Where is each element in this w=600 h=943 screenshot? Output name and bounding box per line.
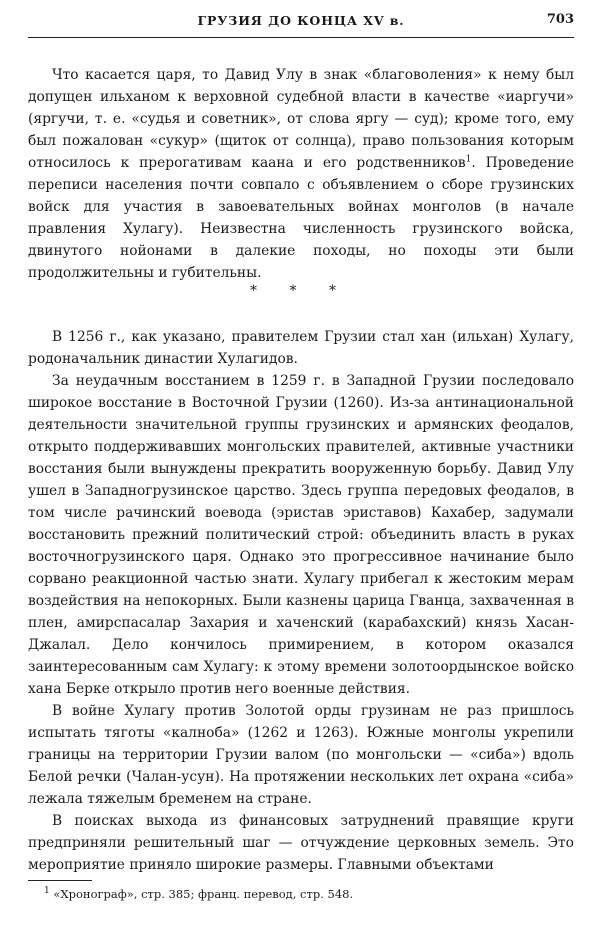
paragraph-uprising-1259: За неудачным восстанием в 1259 г. в Западной Грузии последовало широкое восстание в Восточной Грузии (1260). Из-за антинациональной деятельности значительной группы грузинских и армянских феодалов, открыто поддерживавших монгольских правителей, активные участники восстания были вынуждены прекратить вооруженную борьбу. Давид Улу ушел в Западногрузинское царство. Здесь группа передовых феодалов, в том числе рачинский воевода (эристав эриставов) Кахабер, задумали восстановить прежний политический строй: объединить власть в руках восточногрузинского царя. Однако это прогрессивное начинание было сорвано реакционной частью знати. Хулагу прибегал к жестоким мерам воздействия на непокорных. Были казнены царица Гванца, захваченная в плен, амирспасалар Захария и хаченский (карабахский) князь Хасан-Джалал. Дело кончилось примирением, в котором оказался заинтересованным сам Хулагу: к этому времени золотоордынское войско хана Берке открыло против него военные действия. (28, 373, 574, 697)
page-number: 703 (546, 12, 574, 27)
footnote (44, 886, 574, 902)
running-head (28, 10, 574, 32)
footnote-reference[interactable]: 1 (465, 154, 472, 165)
running-title: ГРУЗИЯ ДО КОНЦА XV в. (197, 13, 405, 28)
text-block-2 (28, 326, 574, 876)
header-rule (28, 37, 574, 38)
paragraph-text: Что касается царя, то Давид Улу в знак «благоволения» к нему был допущен ильханом к верховной судебной власти в качестве «иаргучи» (яргучи, т. е. «судья и советник», от слова яргу — суд); кроме того, ему был пожалован «сукур» (щиток от солнца), право пользования которым относилось к прерогативам каана и его родственников (28, 67, 574, 171)
paragraph-david-ulu (28, 64, 574, 284)
paragraph-hulagu-1256: В 1256 г., как указано, правителем Грузии стал хан (ильхан) Хулагу, родоначальник династии Хулагидов. (28, 329, 574, 367)
section-separator-asterism: * * * (250, 283, 350, 299)
footnote-marker: 1 (44, 886, 50, 897)
paragraph-text-continued: . Проведение переписи населения почти совпало с объявлением о сборе грузинских войск для участия в завоевательных войнах монголов (в начале правления Хулагу). Неизвестна численность грузинского войска, двинутого нойонами в далекие походы, но походы эти были продолжительны и губительны. (28, 155, 574, 281)
footnote-rule (28, 880, 92, 881)
paragraph-church-lands: В поисках выхода из финансовых затруднений правящие круги предприняли решительный шаг — отчуждение церковных земель. Это мероприятие приняло широкие размеры. Главными объектами (28, 813, 574, 873)
text-block-1 (28, 64, 574, 284)
paragraph-golden-horde-war: В войне Хулагу против Золотой орды грузинам не раз пришлось испытать тяготы «калноба» (1262 и 1263). Южные монголы укрепили границы на территории Грузии валом (по монгольски — «сиба») вдоль Белой речки (Чалан-усун). На протяжении нескольких лет охрана «сиба» лежала тяжелым бременем на стране. (28, 703, 574, 807)
footnote-text: «Хронограф», стр. 385; франц. перевод, стр. 548. (49, 887, 354, 901)
